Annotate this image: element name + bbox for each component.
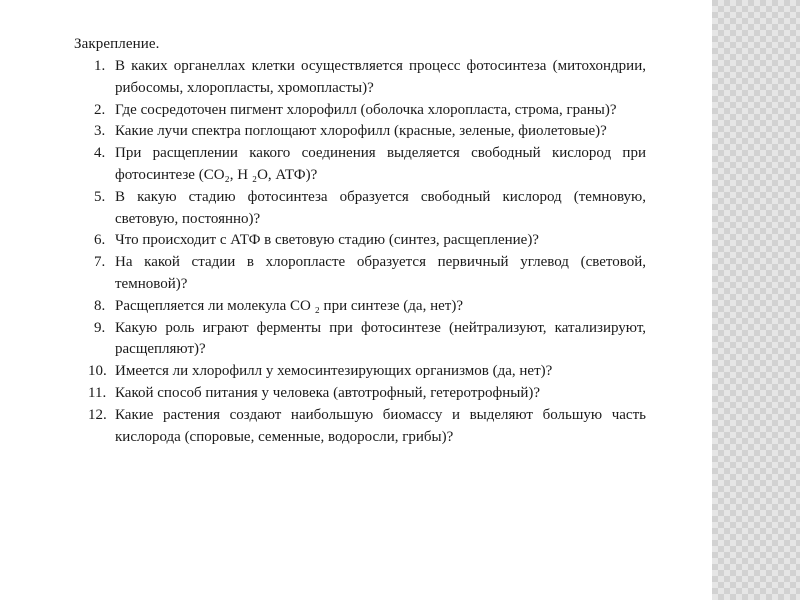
question-item — [74, 143, 646, 187]
question-item — [74, 383, 646, 405]
question-item — [74, 252, 646, 296]
question-number: 12. — [88, 406, 107, 423]
question-item — [74, 296, 646, 318]
question-number: 9. — [94, 319, 106, 336]
question-text: Имеется ли хлорофилл у хемосинтезирующих организмов (да, нет)? — [115, 363, 553, 380]
question-number: 10. — [88, 363, 107, 380]
question-item — [74, 405, 646, 449]
question-text: Что происходит с АТФ в световую стадию (синтез, расщепление)? — [115, 232, 539, 249]
question-text: Какой способ питания у человека (автотрофный, гетеротрофный)? — [115, 384, 541, 401]
question-item — [74, 318, 646, 362]
question-text: При расщеплении какого соединения выделяется свободный кислород при фотосинтезе (СО₂, Н ₂О, АТФ)? — [115, 145, 646, 183]
question-number: 5. — [94, 188, 106, 205]
question-text: На какой стадии в хлоропласте образуется первичный углевод (световой, темновой)? — [115, 254, 646, 292]
question-text: Где сосредоточен пигмент хлорофилл (оболочка хлоропласта, строма, граны)? — [115, 101, 617, 118]
document-body — [74, 34, 646, 448]
question-item — [74, 121, 646, 143]
question-item — [74, 187, 646, 231]
question-item — [74, 100, 646, 122]
question-text: Какие лучи спектра поглощают хлорофилл (красные, зеленые, фиолетовые)? — [115, 123, 607, 140]
question-item — [74, 230, 646, 252]
question-text: Какую роль играют ферменты при фотосинтезе (нейтрализуют, катализируют, расщепляют)? — [115, 319, 646, 358]
heading: Закрепление. — [74, 36, 160, 52]
question-number: 6. — [94, 232, 106, 249]
question-text: Какие растения создают наибольшую биомассу и выделяют большую часть кислорода (споровые, семенные, водоросли, грибы)? — [115, 406, 646, 445]
question-number: 3. — [94, 123, 106, 140]
question-number: 7. — [94, 254, 106, 271]
question-number: 11. — [88, 384, 107, 401]
question-number: 8. — [94, 297, 106, 314]
question-number: 2. — [94, 101, 106, 118]
decorative-side-panel — [712, 0, 800, 600]
question-item — [74, 361, 646, 383]
question-text: В какую стадию фотосинтеза образуется свободный кислород (темновую, световую, постоянно)? — [115, 188, 646, 227]
question-text: Расщепляется ли молекула СО ₂ при синтезе (да, нет)? — [115, 297, 463, 314]
question-item — [74, 56, 646, 100]
question-list — [74, 56, 646, 448]
question-text: В каких органеллах клетки осуществляется процесс фотосинтеза (митохондрии, рибосомы, хлоропласты, хромопласты)? — [115, 58, 646, 96]
question-number: 1. — [94, 58, 106, 74]
question-number: 4. — [94, 145, 106, 162]
